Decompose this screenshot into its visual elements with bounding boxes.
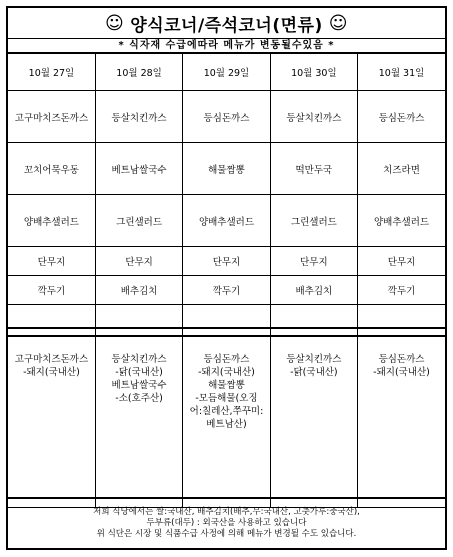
menu-cell: 단무지 bbox=[183, 247, 270, 276]
origin-line: 베트남산) bbox=[206, 419, 247, 430]
origin-row bbox=[8, 336, 445, 508]
menu-cell: 떡만두국 bbox=[270, 143, 357, 195]
origin-line: -닭(국내산) bbox=[115, 367, 163, 378]
menu-cell: 베트남쌀국수 bbox=[95, 143, 182, 195]
separator-cell bbox=[95, 328, 182, 336]
menu-cell: 고구마치즈돈까스 bbox=[8, 91, 95, 143]
menu-cell: 깍두기 bbox=[183, 276, 270, 305]
menu-cell: 그린샐러드 bbox=[95, 195, 182, 247]
origin-line: 등심돈까스 bbox=[378, 354, 425, 365]
menu-cell: 등살치킨까스 bbox=[270, 91, 357, 143]
menu-cell: 배추김치 bbox=[270, 276, 357, 305]
date-cell: 10월 29일 bbox=[183, 54, 270, 91]
main-dish-row bbox=[8, 91, 445, 143]
menu-cell: 단무지 bbox=[95, 247, 182, 276]
origin-line: 해물짬뽕 bbox=[208, 380, 245, 391]
origin-line: -닭(국내산) bbox=[290, 367, 338, 378]
origin-line: 고구마치즈돈까스 bbox=[14, 354, 89, 365]
empty-row bbox=[8, 305, 445, 329]
empty-cell bbox=[270, 305, 357, 329]
menu-cell: 양배추샐러드 bbox=[183, 195, 270, 247]
origin-cell bbox=[183, 336, 270, 508]
menu-cell: 깍두기 bbox=[8, 276, 95, 305]
menu-cell: 등심돈까스 bbox=[358, 91, 445, 143]
footer-line: 두부류(대두) : 외국산을 사용하고 있습니다 bbox=[146, 518, 307, 528]
smiley-face-icon: ☺ bbox=[328, 12, 348, 34]
separator-row bbox=[8, 328, 445, 336]
origin-line: 베트남쌀국수 bbox=[111, 380, 167, 391]
menu-sheet bbox=[6, 6, 447, 550]
empty-cell bbox=[8, 305, 95, 329]
separator-cell bbox=[358, 328, 445, 336]
menu-cell: 치즈라면 bbox=[358, 143, 445, 195]
origin-line: 등살치킨까스 bbox=[111, 354, 167, 365]
menu-cell: 단무지 bbox=[358, 247, 445, 276]
menu-cell: 단무지 bbox=[8, 247, 95, 276]
date-header-row bbox=[8, 54, 445, 91]
origin-cell bbox=[270, 336, 357, 508]
page-title bbox=[8, 8, 445, 39]
date-cell: 10월 31일 bbox=[358, 54, 445, 91]
origin-line: 등심돈까스 bbox=[203, 354, 250, 365]
menu-cell: 등심돈까스 bbox=[183, 91, 270, 143]
separator-cell bbox=[8, 328, 95, 336]
menu-cell: 단무지 bbox=[270, 247, 357, 276]
origin-line: -모듬해물(오징 bbox=[195, 393, 258, 404]
noodle-row bbox=[8, 143, 445, 195]
separator-cell bbox=[270, 328, 357, 336]
origin-cell bbox=[358, 336, 445, 508]
menu-cell: 양배추샐러드 bbox=[358, 195, 445, 247]
menu-cell: 등살치킨까스 bbox=[95, 91, 182, 143]
empty-cell bbox=[183, 305, 270, 329]
menu-table bbox=[8, 53, 445, 508]
salad-row bbox=[8, 195, 445, 247]
empty-cell bbox=[358, 305, 445, 329]
date-cell: 10월 30일 bbox=[270, 54, 357, 91]
pickled-radish-row bbox=[8, 247, 445, 276]
menu-cell: 꼬치어묵우동 bbox=[8, 143, 95, 195]
title-text: 양식코너/즉석코너(면류) bbox=[130, 15, 323, 36]
origin-line: -돼지(국내산) bbox=[373, 367, 430, 378]
date-cell: 10월 28일 bbox=[95, 54, 182, 91]
footer-line: 저희 식당에서는 쌀:국내산, 배추김치(배추,무:국내산, 고춧가루:중국산), bbox=[93, 507, 360, 517]
empty-cell bbox=[95, 305, 182, 329]
footer-note bbox=[8, 497, 445, 548]
origin-line: 어:칠레산,쭈꾸미: bbox=[189, 406, 264, 417]
origin-line: -돼지(국내산) bbox=[23, 367, 80, 378]
footer-line: 위 식단은 시장 및 식품수급 사정에 의해 메뉴가 변경될 수도 있습니다. bbox=[96, 529, 357, 539]
kimchi-row bbox=[8, 276, 445, 305]
origin-line: -소(호주산) bbox=[115, 393, 163, 404]
date-cell: 10월 27일 bbox=[8, 54, 95, 91]
origin-line: -돼지(국내산) bbox=[198, 367, 255, 378]
origin-cell bbox=[95, 336, 182, 508]
menu-cell: 해물짬뽕 bbox=[183, 143, 270, 195]
origin-cell bbox=[8, 336, 95, 508]
menu-cell: 그린샐러드 bbox=[270, 195, 357, 247]
separator-cell bbox=[183, 328, 270, 336]
menu-cell: 양배추샐러드 bbox=[8, 195, 95, 247]
origin-line: 등살치킨까스 bbox=[286, 354, 342, 365]
notice-banner: * 식자재 수급에따라 메뉴가 변동될수있음 * bbox=[8, 39, 445, 53]
menu-cell: 배추김치 bbox=[95, 276, 182, 305]
menu-cell: 깍두기 bbox=[358, 276, 445, 305]
smiley-face-icon: ☺ bbox=[105, 12, 125, 34]
